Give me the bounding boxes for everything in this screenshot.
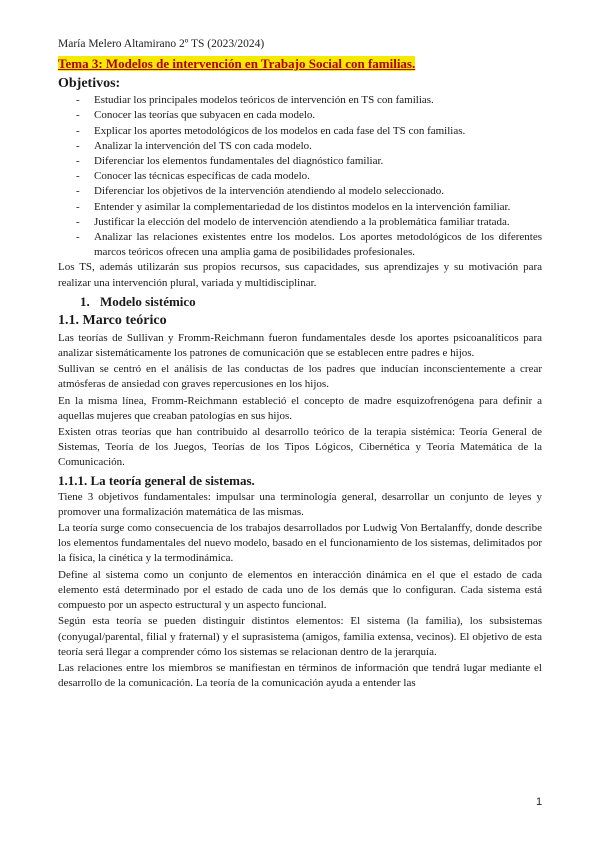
paragraph: Define al sistema como un conjunto de elementos en interacción dinámica en el que el estado de cada elemento está determinado por el estado de cada uno de los demás que lo configuran. Cada sistema está compuesto por un aspecto estructural y un aspecto funcional. (58, 568, 542, 612)
subsection-heading-marco: 1.1. Marco teórico (58, 312, 167, 328)
objectives-list (58, 93, 542, 260)
objective-item: - Conocer las técnicas específicas de cada modelo. (58, 169, 542, 184)
subsection-heading-tgs: 1.1.1. La teoría general de sistemas. (58, 472, 255, 488)
objective-item: - Entender y asimilar la complementariedad de los distintos modelos en la intervención familiar. (58, 200, 542, 215)
objective-item: - Estudiar los principales modelos teóricos de intervención en TS con familias. (58, 93, 542, 108)
section-number: 1. (80, 293, 90, 309)
objective-item: - Diferenciar los elementos fundamentales del diagnóstico familiar. (58, 154, 542, 169)
section-heading (80, 293, 542, 311)
paragraph: En la misma línea, Fromm-Reichmann estableció el concepto de madre esquizofrenógena para definir a aquellas mujeres que creaban patologías en sus hijos. (58, 394, 542, 422)
objective-item: - Diferenciar los objetivos de la intervención atendiendo al modelo seleccionado. (58, 184, 542, 199)
section-title: Modelo sistémico (100, 293, 196, 309)
paragraph: Tiene 3 objetivos fundamentales: impulsar una terminología general, desarrollar un conjunto de leyes y promover una formalización matemática de las mismas. (58, 490, 542, 518)
paragraph: Según esta teoría se pueden distinguir distintos elementos: El sistema (la familia), los subsistemas (conyugal/parental, filial y fraternal) y el suprasistema (amigos, familia extensa, vecinos). El objetivo de esta teoría será llegar a comprender cómo los sistemas se relacionan dentro de la jerarquía. (58, 615, 542, 658)
intro-paragraph: Los TS, además utilizarán sus propios recursos, sus capacidades, sus aprendizajes y su motivación para realizar una intervención plural, variada y multidisciplinar. (58, 261, 542, 289)
objective-item: - Analizar la intervención del TS con cada modelo. (58, 139, 542, 154)
topic-title-line (58, 56, 542, 73)
paragraph: La teoría surge como consecuencia de los trabajos desarrollados por Ludwig Von Bertalanffy, donde describe los elementos fundamentales del nuevo modelo, basado en el funcionamiento de los sistemas, delimitados por la física, la cinética y la termodinámica. (58, 522, 542, 565)
objective-item: - Explicar los aportes metodológicos de los modelos en cada fase del TS con familias. (58, 124, 542, 139)
objective-item: - Analizar las relaciones existentes entre los modelos. Los aportes metodológicos de los diferentes marcos teóricos ofrecen una amplia gama de posibilidades profesionales. (58, 230, 542, 260)
topic-title: Tema 3: Modelos de intervención en Trabajo Social con familias. (58, 56, 416, 71)
paragraph: Existen otras teorías que han contribuido al desarrollo teórico de la terapia sistémica: Teoría General de Sistemas, Teoría de los Juegos, Teorías de los Tipos Lógicos, Cibernética y Teoría Matemática de la Comunicación. (58, 426, 542, 469)
page-number: 1 (536, 796, 543, 808)
paragraph: Las relaciones entre los miembros se manifiestan en términos de información que tendrá lugar mediante el desarrollo de la comunicación. La teoría de la comunicación ayuda a entender las (58, 661, 542, 690)
page-content (58, 56, 542, 692)
objective-item: - Conocer las teorías que subyacen en cada modelo. (58, 108, 542, 123)
paragraph: Sullivan se centró en el análisis de las conductas de los padres que inducían inconscientemente a crear atmósferas de ansiedad con graves repercusiones en los hijos. (58, 363, 542, 391)
objectives-heading: Objetivos: (58, 76, 121, 92)
objective-item: - Justificar la elección del modelo de intervención atendiendo a la problemática familiar tratada. (58, 215, 542, 230)
page-header: María Melero Altamirano 2º TS (2023/2024) (58, 38, 265, 50)
paragraph: Las teorías de Sullivan y Fromm-Reichmann fueron fundamentales desde los aportes psicoanalíticos para analizar sistemáticamente los patrones de comunicación que se establecen entre padres e hijos. (58, 331, 542, 360)
